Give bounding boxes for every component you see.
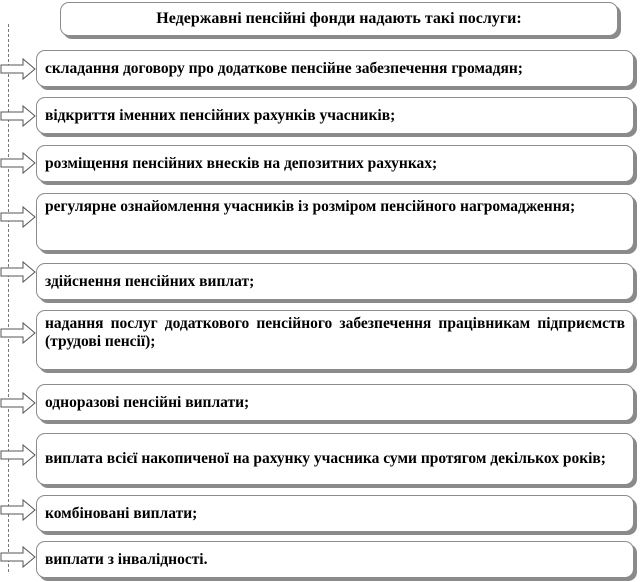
service-box	[36, 495, 634, 532]
service-text: відкриття іменних пенсійних рахунків учасників;	[45, 106, 396, 124]
service-text: надання послуг додаткового пенсійного забезпечення працівникам підприємств (трудові пенсії);	[45, 315, 625, 350]
arrow-icon	[1, 59, 35, 79]
service-text: регулярне ознайомлення учасників із розміром пенсійного нагромадження;	[45, 198, 576, 215]
service-text: комбіновані виплати;	[45, 504, 198, 522]
arrow-icon	[1, 500, 35, 520]
service-box	[36, 97, 634, 134]
arrow-icon	[1, 106, 35, 126]
service-box	[36, 433, 634, 485]
arrow-icon	[1, 207, 35, 227]
service-box	[36, 384, 634, 421]
service-text: одноразові пенсійні виплати;	[45, 393, 250, 411]
diagram-title-box	[60, 2, 618, 36]
arrow-icon	[1, 153, 35, 173]
service-text: складання договору про додаткове пенсійне забезпечення громадян;	[45, 59, 523, 77]
arrow-icon	[1, 393, 35, 413]
arrow-icon	[1, 262, 35, 282]
service-text: виплати з інвалідності.	[45, 550, 208, 568]
service-text: виплата всієї накопиченої на рахунку учасника суми протягом декількох років;	[45, 450, 606, 467]
service-box	[36, 193, 634, 251]
arrow-icon	[1, 323, 35, 343]
service-box	[36, 50, 634, 87]
service-box	[36, 310, 634, 370]
service-box	[36, 263, 634, 300]
service-text: здійснення пенсійних виплат;	[45, 272, 255, 290]
service-box	[36, 541, 634, 578]
service-box	[36, 145, 634, 182]
diagram-title: Недержавні пенсійні фонди надають такі послуги:	[156, 10, 522, 27]
arrow-icon	[1, 445, 35, 465]
arrow-icon	[1, 547, 35, 567]
service-text: розміщення пенсійних внесків на депозитних рахунках;	[45, 154, 438, 172]
